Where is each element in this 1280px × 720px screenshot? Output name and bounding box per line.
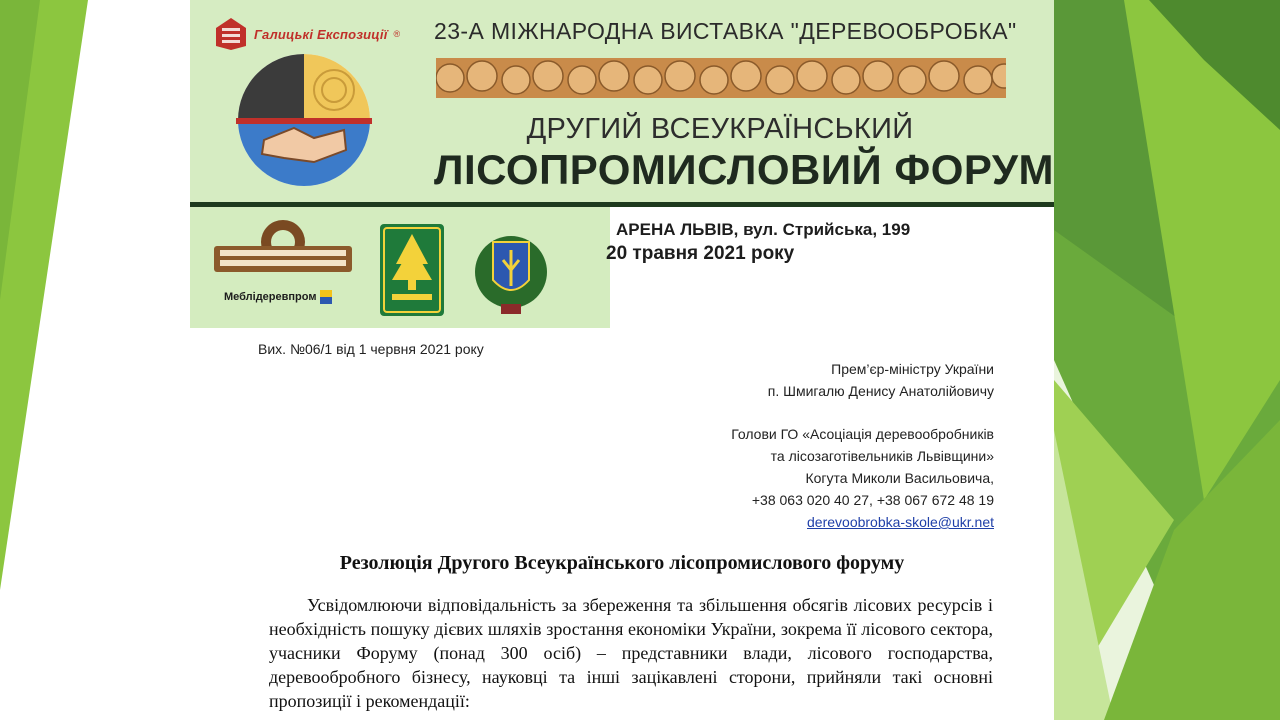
association-logo-icon [212, 218, 354, 280]
organizer-logo-icon [214, 16, 248, 52]
forum-venue: АРЕНА ЛЬВІВ, вул. Стрийська, 199 [616, 220, 911, 239]
forum-subtitle: ДРУГИЙ ВСЕУКРАЇНСЬКИЙ [526, 113, 914, 145]
addressee-line1: Прем’єр-міністру України [831, 361, 994, 377]
document-page [190, 0, 1054, 720]
left-slide-decoration [0, 0, 190, 720]
addressee-line2: п. Шмигалю Денису Анатолійовичу [767, 383, 994, 399]
banner-divider [190, 202, 1054, 207]
sender-line2: та лісозаготівельників Львівщини» [770, 448, 994, 464]
resolution-title: Резолюція Другого Всеукраїнського лісопромислового форуму [339, 552, 905, 574]
registered-mark: ® [393, 29, 401, 39]
logs-image [436, 58, 1006, 98]
sender-phones: +38 063 020 40 27, +38 067 672 48 19 [751, 492, 994, 508]
flag-icon [320, 290, 332, 304]
forum-title: ЛІСОПРОМИСЛОВИЙ ФОРУМ [434, 146, 1054, 193]
addressee-block [768, 358, 994, 402]
nubip-logo-icon [471, 220, 551, 318]
university-logo-icon [380, 224, 444, 316]
partner-caption [224, 290, 332, 304]
sender-line1: Голови ГО «Асоціація деревообробників [731, 426, 994, 442]
right-slide-decoration [1054, 0, 1280, 720]
resolution-paragraph: Усвідомлюючи відповідальність за збереження та збільшення обсягів лісових ресурсів і необхідність пошуку дієвих шляхів зростання економіки України, зокрема її лісового сектора, учасники Форуму (понад 300 осіб) – представники влади, лісового господарства, деревообробного бізнесу, науковці та інші зацікавлені сторони, прийняли такі основні пропозиції і рекомендації: [269, 595, 993, 711]
outgoing-reference: Вих. №06/1 від 1 червня 2021 року [258, 341, 484, 357]
sender-email-link[interactable]: derevoobrobka-skole@ukr.net [807, 514, 994, 530]
exhibition-title: 23-А МІЖНАРОДНА ВИСТАВКА "ДЕРЕВООБРОБКА" [434, 18, 1017, 44]
forum-date: 20 травня 2021 року [606, 243, 795, 264]
forum-banner [190, 0, 1054, 328]
organizer-logo-text: Галицькі Експозиції [254, 26, 388, 42]
sender-block [731, 423, 994, 533]
partner-caption-text: Меблідеревпром [224, 291, 317, 303]
sender-line3: Когута Миколи Васильовича, [805, 470, 994, 486]
forum-emblem-icon [234, 50, 374, 190]
organizer-logo [214, 16, 400, 52]
